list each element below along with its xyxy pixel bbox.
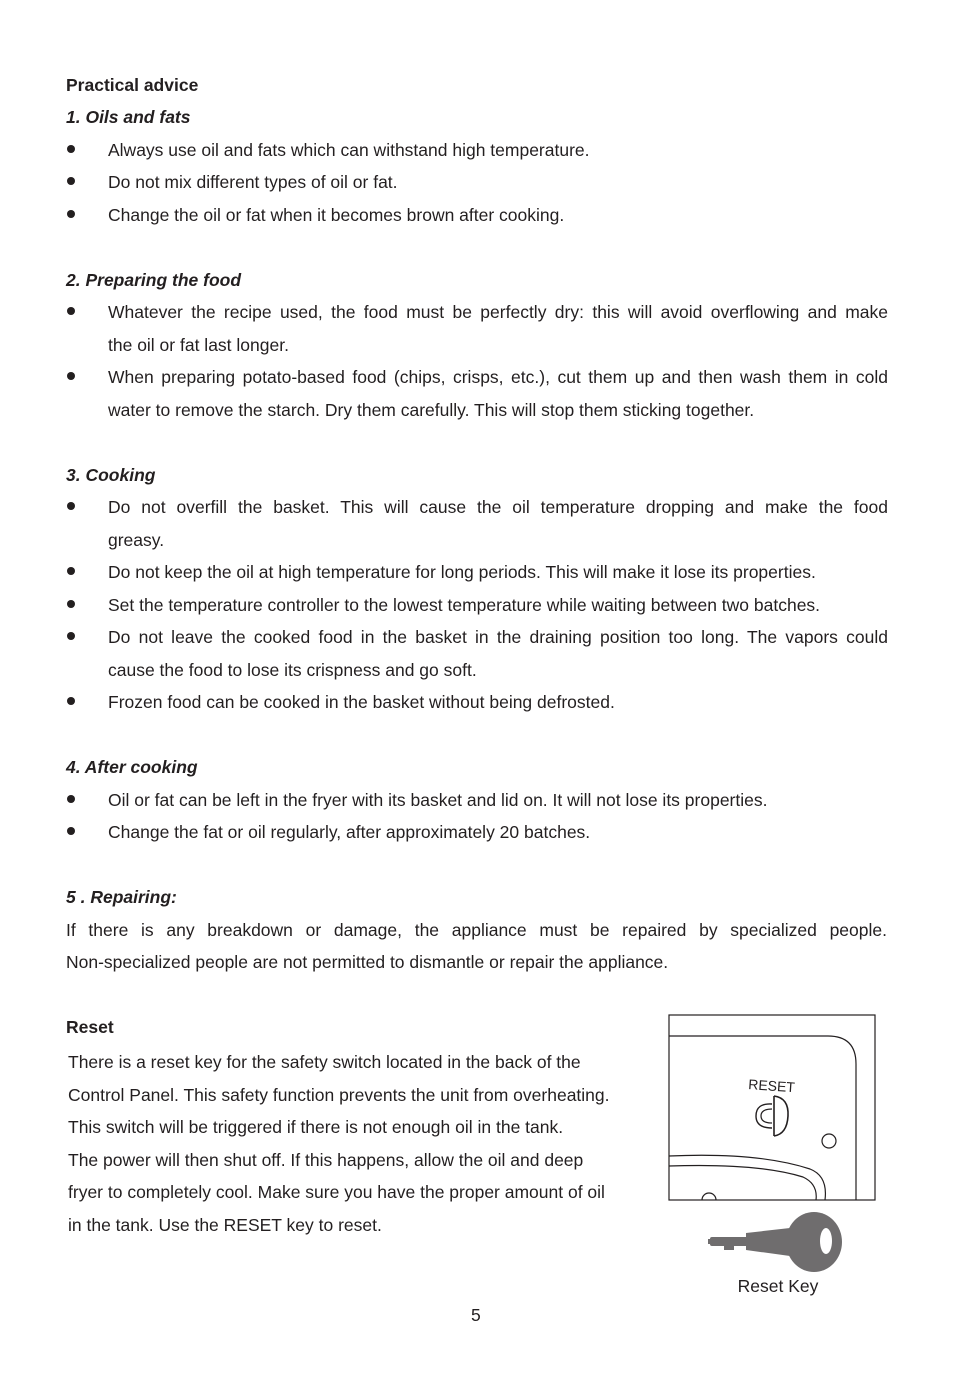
paragraph-line: in the tank. Use the RESET key to reset. [68,1215,382,1235]
bullet-dot [67,210,75,218]
list-item: Always use oil and fats which can withstand high temperature. [108,140,590,160]
list-item: Do not overfill the basket. This will cause the oil temperature dropping and make the food [108,497,888,517]
reset-key-icon [708,1212,842,1272]
list-item-continued: the oil or fat last longer. [108,335,289,355]
bullet-dot [67,827,75,835]
bullet-dot [67,600,75,608]
page-heading: Practical advice [66,75,199,95]
list-item: Frozen food can be cooked in the basket without being defrosted. [108,692,615,712]
list-item: Set the temperature controller to the lowest temperature while waiting between two batches. [108,595,821,615]
paragraph-line: If there is any breakdown or damage, the appliance must be repaired by specialized people. [66,920,887,940]
list-item: Do not keep the oil at high temperature for long periods. This will make it lose its properties. [108,562,816,582]
list-item: Whatever the recipe used, the food must be perfectly dry: this will avoid overflowing and make [108,302,888,322]
section-title-reset: Reset [66,1017,114,1037]
bullet-dot [67,145,75,153]
bullet-dot [67,795,75,803]
bullet-dot [67,567,75,575]
section-title-cooking: 3. Cooking [66,465,156,485]
bullet-dot [67,307,75,315]
paragraph-line: There is a reset key for the safety switch located in the back of the [68,1052,581,1072]
list-item: Change the oil or fat when it becomes brown after cooking. [108,205,565,225]
list-item: Do not leave the cooked food in the basket in the draining position too long. The vapors could [108,627,888,647]
paragraph-line: The power will then shut off. If this happens, allow the oil and deep [68,1150,584,1170]
list-item-continued: cause the food to lose its crispness and go soft. [108,660,477,680]
paragraph-line: fryer to completely cool. Make sure you have the proper amount of oil [68,1182,605,1202]
bullet-dot [67,697,75,705]
list-item: Oil or fat can be left in the fryer with its basket and lid on. It will not lose its properties. [108,790,768,810]
bullet-dot [67,502,75,510]
section-title-repairing: 5 . Repairing: [66,887,177,907]
panel-reset-label: RESET [747,1076,796,1096]
list-item-continued: greasy. [108,530,165,550]
page-number: 5 [471,1305,481,1325]
section-title-preparing: 2. Preparing the food [66,270,242,290]
paragraph-line: Non-specialized people are not permitted to dismantle or repair the appliance. [66,952,669,972]
bullet-dot [67,177,75,185]
list-item-continued: water to remove the starch. Dry them carefully. This will stop them sticking together. [108,400,755,420]
section-title-oils: 1. Oils and fats [66,107,191,127]
paragraph-line: This switch will be triggered if there is not enough oil in the tank. [68,1117,564,1137]
reset-key-caption: Reset Key [737,1276,819,1296]
list-item: Do not mix different types of oil or fat. [108,172,398,192]
list-item: When preparing potato-based food (chips, crisps, etc.), cut them up and then wash them in cold [108,367,888,387]
section-title-after-cooking: 4. After cooking [66,757,198,777]
bullet-dot [67,372,75,380]
reset-figure [668,1014,878,1304]
paragraph-line: Control Panel. This safety function prevents the unit from overheating. [68,1085,610,1105]
bullet-dot [67,632,75,640]
list-item: Change the fat or oil regularly, after approximately 20 batches. [108,822,591,842]
